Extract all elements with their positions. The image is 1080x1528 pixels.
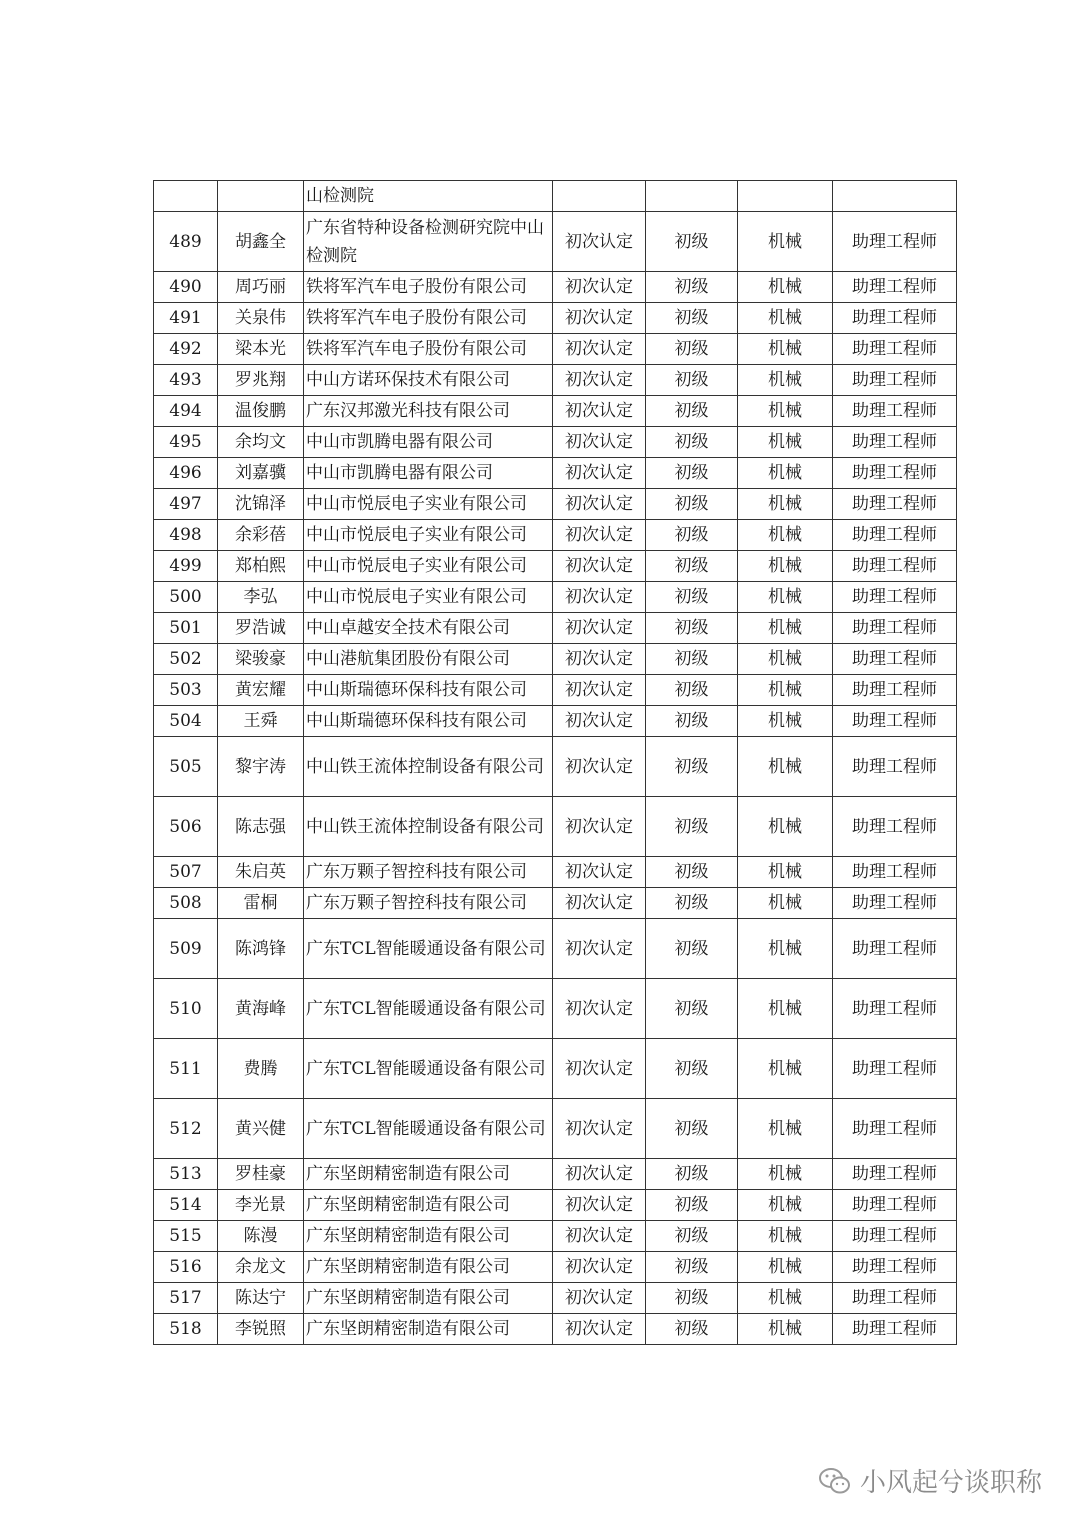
cell-title: 助理工程师 bbox=[833, 520, 957, 551]
table-row bbox=[154, 272, 957, 303]
cell-title: 助理工程师 bbox=[833, 797, 957, 857]
cell-title: 助理工程师 bbox=[833, 919, 957, 979]
cell-no: 498 bbox=[154, 520, 218, 551]
cell-no: 497 bbox=[154, 489, 218, 520]
cell-title: 助理工程师 bbox=[833, 212, 957, 272]
cell-level: 初级 bbox=[646, 303, 738, 334]
cell-name: 陈漫 bbox=[218, 1221, 304, 1252]
cell-level: 初级 bbox=[646, 427, 738, 458]
cell-name: 黄海峰 bbox=[218, 979, 304, 1039]
cell-company: 广东坚朗精密制造有限公司 bbox=[304, 1159, 553, 1190]
cell-name: 余龙文 bbox=[218, 1252, 304, 1283]
cell-no: 496 bbox=[154, 458, 218, 489]
cell-name: 罗浩诚 bbox=[218, 613, 304, 644]
table-row bbox=[154, 396, 957, 427]
cell-major: 机械 bbox=[738, 797, 833, 857]
cell-major bbox=[738, 181, 833, 212]
table-row bbox=[154, 857, 957, 888]
cell-no: 499 bbox=[154, 551, 218, 582]
cell-name: 梁本光 bbox=[218, 334, 304, 365]
cell-method: 初次认定 bbox=[553, 857, 646, 888]
table-row bbox=[154, 489, 957, 520]
cell-title: 助理工程师 bbox=[833, 613, 957, 644]
cell-method: 初次认定 bbox=[553, 737, 646, 797]
cell-company: 广东省特种设备检测研究院中山检测院 bbox=[304, 212, 553, 272]
cell-major: 机械 bbox=[738, 582, 833, 613]
cell-name: 沈锦泽 bbox=[218, 489, 304, 520]
cell-level: 初级 bbox=[646, 979, 738, 1039]
table-row bbox=[154, 888, 957, 919]
cell-major: 机械 bbox=[738, 675, 833, 706]
cell-name: 梁骏豪 bbox=[218, 644, 304, 675]
cell-no: 494 bbox=[154, 396, 218, 427]
cell-method: 初次认定 bbox=[553, 582, 646, 613]
cell-major: 机械 bbox=[738, 1283, 833, 1314]
cell-no: 507 bbox=[154, 857, 218, 888]
cell-major: 机械 bbox=[738, 1099, 833, 1159]
cell-major: 机械 bbox=[738, 737, 833, 797]
cell-level: 初级 bbox=[646, 582, 738, 613]
cell-company: 中山港航集团股份有限公司 bbox=[304, 644, 553, 675]
table-row bbox=[154, 706, 957, 737]
cell-level: 初级 bbox=[646, 737, 738, 797]
cell-no: 509 bbox=[154, 919, 218, 979]
cell-company: 广东万颗子智控科技有限公司 bbox=[304, 857, 553, 888]
cell-method: 初次认定 bbox=[553, 551, 646, 582]
cell-level: 初级 bbox=[646, 334, 738, 365]
cell-company: 铁将军汽车电子股份有限公司 bbox=[304, 303, 553, 334]
watermark-text: 小风起兮谈职称 bbox=[860, 1468, 1043, 1498]
cell-method: 初次认定 bbox=[553, 797, 646, 857]
cell-major: 机械 bbox=[738, 857, 833, 888]
cell-company: 广东汉邦激光科技有限公司 bbox=[304, 396, 553, 427]
cell-title: 助理工程师 bbox=[833, 1314, 957, 1345]
table-row bbox=[154, 613, 957, 644]
cell-company: 广东TCL智能暖通设备有限公司 bbox=[304, 919, 553, 979]
cell-major: 机械 bbox=[738, 613, 833, 644]
cell-major: 机械 bbox=[738, 365, 833, 396]
table-row bbox=[154, 427, 957, 458]
cell-no: 516 bbox=[154, 1252, 218, 1283]
cell-method bbox=[553, 181, 646, 212]
cell-method: 初次认定 bbox=[553, 1039, 646, 1099]
cell-company: 中山铁王流体控制设备有限公司 bbox=[304, 797, 553, 857]
cell-no bbox=[154, 181, 218, 212]
cell-title: 助理工程师 bbox=[833, 303, 957, 334]
cell-title bbox=[833, 181, 957, 212]
table-row bbox=[154, 1190, 957, 1221]
table-row bbox=[154, 1099, 957, 1159]
cell-company: 广东TCL智能暖通设备有限公司 bbox=[304, 1099, 553, 1159]
cell-title: 助理工程师 bbox=[833, 396, 957, 427]
table-row bbox=[154, 1252, 957, 1283]
cell-company: 中山市凯腾电器有限公司 bbox=[304, 427, 553, 458]
cell-major: 机械 bbox=[738, 272, 833, 303]
cell-no: 518 bbox=[154, 1314, 218, 1345]
cell-no: 508 bbox=[154, 888, 218, 919]
cell-title: 助理工程师 bbox=[833, 551, 957, 582]
table-row bbox=[154, 334, 957, 365]
cell-title: 助理工程师 bbox=[833, 706, 957, 737]
cell-level: 初级 bbox=[646, 489, 738, 520]
cell-method: 初次认定 bbox=[553, 334, 646, 365]
cell-name: 朱启英 bbox=[218, 857, 304, 888]
cell-name: 余均文 bbox=[218, 427, 304, 458]
table-row bbox=[154, 1283, 957, 1314]
cell-level: 初级 bbox=[646, 1283, 738, 1314]
cell-level: 初级 bbox=[646, 212, 738, 272]
table-row bbox=[154, 582, 957, 613]
roster-table bbox=[153, 180, 957, 1345]
cell-name: 黎宇涛 bbox=[218, 737, 304, 797]
cell-no: 515 bbox=[154, 1221, 218, 1252]
cell-company: 中山市悦辰电子实业有限公司 bbox=[304, 520, 553, 551]
cell-level: 初级 bbox=[646, 613, 738, 644]
cell-no: 490 bbox=[154, 272, 218, 303]
cell-major: 机械 bbox=[738, 427, 833, 458]
cell-name: 黄宏耀 bbox=[218, 675, 304, 706]
cell-level: 初级 bbox=[646, 1314, 738, 1345]
cell-major: 机械 bbox=[738, 334, 833, 365]
cell-company: 中山斯瑞德环保科技有限公司 bbox=[304, 675, 553, 706]
cell-method: 初次认定 bbox=[553, 1190, 646, 1221]
cell-method: 初次认定 bbox=[553, 1159, 646, 1190]
cell-level: 初级 bbox=[646, 458, 738, 489]
cell-method: 初次认定 bbox=[553, 303, 646, 334]
cell-no: 503 bbox=[154, 675, 218, 706]
cell-company: 中山市凯腾电器有限公司 bbox=[304, 458, 553, 489]
cell-method: 初次认定 bbox=[553, 1099, 646, 1159]
cell-company: 广东TCL智能暖通设备有限公司 bbox=[304, 1039, 553, 1099]
cell-method: 初次认定 bbox=[553, 272, 646, 303]
cell-method: 初次认定 bbox=[553, 888, 646, 919]
cell-no: 502 bbox=[154, 644, 218, 675]
cell-name: 关泉伟 bbox=[218, 303, 304, 334]
cell-level: 初级 bbox=[646, 272, 738, 303]
cell-level: 初级 bbox=[646, 797, 738, 857]
cell-title: 助理工程师 bbox=[833, 427, 957, 458]
cell-name: 费腾 bbox=[218, 1039, 304, 1099]
roster-body bbox=[154, 181, 957, 1345]
cell-major: 机械 bbox=[738, 1039, 833, 1099]
table-row bbox=[154, 675, 957, 706]
cell-company: 中山铁王流体控制设备有限公司 bbox=[304, 737, 553, 797]
table-row bbox=[154, 551, 957, 582]
cell-name: 黄兴健 bbox=[218, 1099, 304, 1159]
table-row bbox=[154, 303, 957, 334]
cell-company: 广东坚朗精密制造有限公司 bbox=[304, 1252, 553, 1283]
cell-level: 初级 bbox=[646, 520, 738, 551]
table-row-continuation bbox=[154, 181, 957, 212]
cell-title: 助理工程师 bbox=[833, 1283, 957, 1314]
cell-level: 初级 bbox=[646, 675, 738, 706]
cell-major: 机械 bbox=[738, 303, 833, 334]
cell-major: 机械 bbox=[738, 489, 833, 520]
cell-company: 中山斯瑞德环保科技有限公司 bbox=[304, 706, 553, 737]
table-row bbox=[154, 520, 957, 551]
cell-level: 初级 bbox=[646, 1190, 738, 1221]
cell-no: 505 bbox=[154, 737, 218, 797]
cell-method: 初次认定 bbox=[553, 427, 646, 458]
cell-level: 初级 bbox=[646, 1099, 738, 1159]
cell-major: 机械 bbox=[738, 1221, 833, 1252]
cell-no: 492 bbox=[154, 334, 218, 365]
cell-method: 初次认定 bbox=[553, 520, 646, 551]
table-row bbox=[154, 458, 957, 489]
cell-level: 初级 bbox=[646, 1039, 738, 1099]
table-row bbox=[154, 1314, 957, 1345]
cell-company: 广东万颗子智控科技有限公司 bbox=[304, 888, 553, 919]
cell-major: 机械 bbox=[738, 1159, 833, 1190]
cell-name: 李弘 bbox=[218, 582, 304, 613]
cell-level: 初级 bbox=[646, 1159, 738, 1190]
table-row bbox=[154, 644, 957, 675]
table-row bbox=[154, 1221, 957, 1252]
table-row bbox=[154, 979, 957, 1039]
cell-title: 助理工程师 bbox=[833, 334, 957, 365]
cell-company: 山检测院 bbox=[304, 181, 553, 212]
cell-name: 胡鑫全 bbox=[218, 212, 304, 272]
cell-name: 王舜 bbox=[218, 706, 304, 737]
cell-method: 初次认定 bbox=[553, 979, 646, 1039]
cell-company: 中山市悦辰电子实业有限公司 bbox=[304, 551, 553, 582]
cell-major: 机械 bbox=[738, 396, 833, 427]
cell-no: 491 bbox=[154, 303, 218, 334]
cell-name: 陈志强 bbox=[218, 797, 304, 857]
cell-company: 中山方诺环保技术有限公司 bbox=[304, 365, 553, 396]
cell-title: 助理工程师 bbox=[833, 644, 957, 675]
cell-no: 504 bbox=[154, 706, 218, 737]
cell-major: 机械 bbox=[738, 1252, 833, 1283]
cell-method: 初次认定 bbox=[553, 1314, 646, 1345]
cell-name: 温俊鹏 bbox=[218, 396, 304, 427]
cell-name: 刘嘉骥 bbox=[218, 458, 304, 489]
cell-major: 机械 bbox=[738, 644, 833, 675]
cell-method: 初次认定 bbox=[553, 1252, 646, 1283]
cell-no: 493 bbox=[154, 365, 218, 396]
cell-company: 广东TCL智能暖通设备有限公司 bbox=[304, 979, 553, 1039]
table-row bbox=[154, 212, 957, 272]
cell-major: 机械 bbox=[738, 1190, 833, 1221]
cell-no: 512 bbox=[154, 1099, 218, 1159]
cell-method: 初次认定 bbox=[553, 1221, 646, 1252]
cell-level: 初级 bbox=[646, 919, 738, 979]
cell-major: 机械 bbox=[738, 1314, 833, 1345]
cell-level: 初级 bbox=[646, 1252, 738, 1283]
cell-title: 助理工程师 bbox=[833, 1099, 957, 1159]
cell-level: 初级 bbox=[646, 396, 738, 427]
cell-title: 助理工程师 bbox=[833, 888, 957, 919]
cell-company: 铁将军汽车电子股份有限公司 bbox=[304, 334, 553, 365]
cell-company: 中山市悦辰电子实业有限公司 bbox=[304, 489, 553, 520]
cell-level: 初级 bbox=[646, 888, 738, 919]
cell-method: 初次认定 bbox=[553, 365, 646, 396]
cell-company: 广东坚朗精密制造有限公司 bbox=[304, 1221, 553, 1252]
cell-name: 李锐照 bbox=[218, 1314, 304, 1345]
cell-level: 初级 bbox=[646, 1221, 738, 1252]
table-row bbox=[154, 1039, 957, 1099]
cell-title: 助理工程师 bbox=[833, 737, 957, 797]
cell-level: 初级 bbox=[646, 551, 738, 582]
wechat-icon bbox=[818, 1466, 852, 1496]
cell-title: 助理工程师 bbox=[833, 582, 957, 613]
cell-method: 初次认定 bbox=[553, 919, 646, 979]
cell-title: 助理工程师 bbox=[833, 1190, 957, 1221]
cell-major: 机械 bbox=[738, 458, 833, 489]
cell-title: 助理工程师 bbox=[833, 979, 957, 1039]
cell-name: 余彩蓓 bbox=[218, 520, 304, 551]
cell-level: 初级 bbox=[646, 644, 738, 675]
cell-name: 李光景 bbox=[218, 1190, 304, 1221]
cell-major: 机械 bbox=[738, 520, 833, 551]
cell-level bbox=[646, 181, 738, 212]
table-row bbox=[154, 737, 957, 797]
cell-company: 广东坚朗精密制造有限公司 bbox=[304, 1314, 553, 1345]
cell-company: 中山卓越安全技术有限公司 bbox=[304, 613, 553, 644]
cell-no: 514 bbox=[154, 1190, 218, 1221]
cell-method: 初次认定 bbox=[553, 706, 646, 737]
cell-method: 初次认定 bbox=[553, 675, 646, 706]
cell-company: 中山市悦辰电子实业有限公司 bbox=[304, 582, 553, 613]
cell-method: 初次认定 bbox=[553, 458, 646, 489]
cell-major: 机械 bbox=[738, 706, 833, 737]
cell-method: 初次认定 bbox=[553, 489, 646, 520]
cell-title: 助理工程师 bbox=[833, 1252, 957, 1283]
cell-major: 机械 bbox=[738, 888, 833, 919]
cell-no: 513 bbox=[154, 1159, 218, 1190]
cell-no: 489 bbox=[154, 212, 218, 272]
cell-method: 初次认定 bbox=[553, 644, 646, 675]
cell-method: 初次认定 bbox=[553, 1283, 646, 1314]
cell-title: 助理工程师 bbox=[833, 272, 957, 303]
cell-major: 机械 bbox=[738, 979, 833, 1039]
cell-method: 初次认定 bbox=[553, 396, 646, 427]
cell-title: 助理工程师 bbox=[833, 489, 957, 520]
cell-name: 郑柏熙 bbox=[218, 551, 304, 582]
cell-title: 助理工程师 bbox=[833, 675, 957, 706]
cell-company: 广东坚朗精密制造有限公司 bbox=[304, 1283, 553, 1314]
cell-title: 助理工程师 bbox=[833, 857, 957, 888]
cell-major: 机械 bbox=[738, 919, 833, 979]
cell-no: 511 bbox=[154, 1039, 218, 1099]
cell-level: 初级 bbox=[646, 365, 738, 396]
cell-title: 助理工程师 bbox=[833, 1159, 957, 1190]
cell-company: 铁将军汽车电子股份有限公司 bbox=[304, 272, 553, 303]
cell-name bbox=[218, 181, 304, 212]
table-row bbox=[154, 1159, 957, 1190]
cell-no: 500 bbox=[154, 582, 218, 613]
table-row bbox=[154, 365, 957, 396]
cell-method: 初次认定 bbox=[553, 212, 646, 272]
cell-title: 助理工程师 bbox=[833, 1221, 957, 1252]
cell-no: 501 bbox=[154, 613, 218, 644]
cell-name: 陈达宁 bbox=[218, 1283, 304, 1314]
cell-major: 机械 bbox=[738, 551, 833, 582]
watermark bbox=[818, 1462, 1042, 1499]
cell-name: 罗桂豪 bbox=[218, 1159, 304, 1190]
cell-level: 初级 bbox=[646, 857, 738, 888]
cell-no: 506 bbox=[154, 797, 218, 857]
cell-title: 助理工程师 bbox=[833, 458, 957, 489]
cell-level: 初级 bbox=[646, 706, 738, 737]
cell-no: 510 bbox=[154, 979, 218, 1039]
cell-major: 机械 bbox=[738, 212, 833, 272]
cell-no: 517 bbox=[154, 1283, 218, 1314]
cell-method: 初次认定 bbox=[553, 613, 646, 644]
table-row bbox=[154, 919, 957, 979]
cell-title: 助理工程师 bbox=[833, 1039, 957, 1099]
cell-name: 陈鸿锋 bbox=[218, 919, 304, 979]
cell-no: 495 bbox=[154, 427, 218, 458]
cell-title: 助理工程师 bbox=[833, 365, 957, 396]
table-row bbox=[154, 797, 957, 857]
cell-name: 罗兆翔 bbox=[218, 365, 304, 396]
cell-name: 雷桐 bbox=[218, 888, 304, 919]
cell-name: 周巧丽 bbox=[218, 272, 304, 303]
cell-company: 广东坚朗精密制造有限公司 bbox=[304, 1190, 553, 1221]
